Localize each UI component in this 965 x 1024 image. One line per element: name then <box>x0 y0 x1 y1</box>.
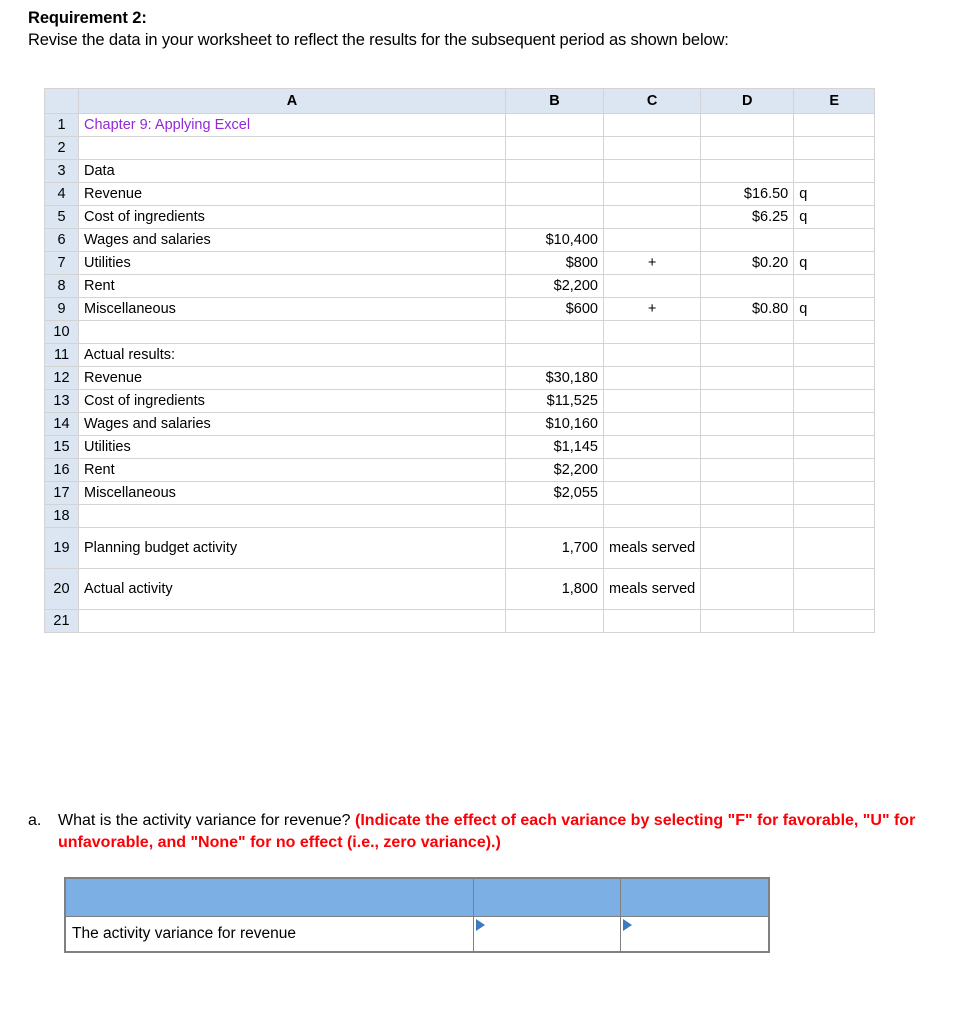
row-header-3[interactable]: 3 <box>45 160 79 183</box>
cell-e-15[interactable] <box>794 436 875 459</box>
worksheet-row <box>45 229 875 252</box>
cell-b-13[interactable]: $11,525 <box>506 390 604 413</box>
cell-e-4[interactable]: q <box>794 183 875 206</box>
cell-e-10[interactable] <box>794 321 875 344</box>
worksheet-row <box>45 344 875 367</box>
cell-b-19[interactable]: 1,700 <box>506 528 604 569</box>
row-header-4[interactable]: 4 <box>45 183 79 206</box>
cell-e-7[interactable]: q <box>794 252 875 275</box>
cell-b-3[interactable] <box>506 160 604 183</box>
column-header-e[interactable]: E <box>794 89 875 114</box>
cell-a-4[interactable]: Revenue <box>79 183 506 206</box>
cell-b-2[interactable] <box>506 137 604 160</box>
question-note: (Indicate the effect of each variance by selecting "F" for favorable, "U" for unfavorable, and "None" for no effect (i.e., zero variance).) <box>58 812 916 851</box>
cell-a-11[interactable]: Actual results: <box>79 344 506 367</box>
row-header-18[interactable]: 18 <box>45 505 79 528</box>
cell-d-17[interactable] <box>701 482 794 505</box>
cell-e-18[interactable] <box>794 505 875 528</box>
cell-e-9[interactable]: q <box>794 298 875 321</box>
answer-header-amount <box>473 878 620 916</box>
cell-c-14[interactable] <box>604 413 701 436</box>
worksheet-row <box>45 528 875 569</box>
cell-d-15[interactable] <box>701 436 794 459</box>
column-header-a[interactable]: A <box>79 89 506 114</box>
column-header-d[interactable]: D <box>701 89 794 114</box>
worksheet-row <box>45 459 875 482</box>
row-header-7[interactable]: 7 <box>45 252 79 275</box>
cell-c-16[interactable] <box>604 459 701 482</box>
cell-a-8[interactable]: Rent <box>79 275 506 298</box>
worksheet-row <box>45 206 875 229</box>
cell-b-5[interactable] <box>506 206 604 229</box>
cell-c-12[interactable] <box>604 367 701 390</box>
cell-c-18[interactable] <box>604 505 701 528</box>
cell-b-21[interactable] <box>506 610 604 633</box>
answer-effect-cell[interactable] <box>620 916 769 952</box>
cell-c-21[interactable] <box>604 610 701 633</box>
cell-a-20[interactable]: Actual activity <box>79 569 506 610</box>
cell-d-5[interactable]: $6.25 <box>701 206 794 229</box>
cell-e-17[interactable] <box>794 482 875 505</box>
row-header-5[interactable]: 5 <box>45 206 79 229</box>
answer-table <box>64 877 770 953</box>
cell-e-5[interactable]: q <box>794 206 875 229</box>
worksheet-row <box>45 482 875 505</box>
worksheet-row <box>45 183 875 206</box>
row-header-13[interactable]: 13 <box>45 390 79 413</box>
cell-e-19[interactable] <box>794 528 875 569</box>
cell-d-10[interactable] <box>701 321 794 344</box>
cell-c-20[interactable]: meals served <box>604 569 701 610</box>
cell-e-12[interactable] <box>794 367 875 390</box>
cell-c-19[interactable]: meals served <box>604 528 701 569</box>
worksheet-row <box>45 252 875 275</box>
cell-e-8[interactable] <box>794 275 875 298</box>
cell-b-20[interactable]: 1,800 <box>506 569 604 610</box>
question-text-wrap <box>58 810 938 854</box>
dropdown-arrow-icon <box>623 919 632 931</box>
dropdown-arrow-icon <box>476 919 485 931</box>
answer-amount-cell[interactable] <box>473 916 620 952</box>
row-header-6[interactable]: 6 <box>45 229 79 252</box>
row-header-12[interactable]: 12 <box>45 367 79 390</box>
cell-a-21[interactable] <box>79 610 506 633</box>
cell-a-15[interactable]: Utilities <box>79 436 506 459</box>
cell-d-7[interactable]: $0.20 <box>701 252 794 275</box>
cell-a-10[interactable] <box>79 321 506 344</box>
cell-a-12[interactable]: Revenue <box>79 367 506 390</box>
cell-d-18[interactable] <box>701 505 794 528</box>
cell-d-11[interactable] <box>701 344 794 367</box>
requirement-block <box>28 8 938 51</box>
row-header-1[interactable]: 1 <box>45 114 79 137</box>
row-header-11[interactable]: 11 <box>45 344 79 367</box>
question-marker: a. <box>28 812 42 829</box>
cell-e-6[interactable] <box>794 229 875 252</box>
cell-d-12[interactable] <box>701 367 794 390</box>
cell-e-1[interactable] <box>794 114 875 137</box>
cell-a-5[interactable]: Cost of ingredients <box>79 206 506 229</box>
row-header-19[interactable]: 19 <box>45 528 79 569</box>
cell-c-13[interactable] <box>604 390 701 413</box>
cell-a-7[interactable]: Utilities <box>79 252 506 275</box>
row-header-10[interactable]: 10 <box>45 321 79 344</box>
cell-c-8[interactable] <box>604 275 701 298</box>
answer-header-effect <box>620 878 769 916</box>
cell-b-4[interactable] <box>506 183 604 206</box>
row-header-17[interactable]: 17 <box>45 482 79 505</box>
cell-b-9[interactable]: $600 <box>506 298 604 321</box>
worksheet-row <box>45 298 875 321</box>
cell-a-16[interactable]: Rent <box>79 459 506 482</box>
cell-d-2[interactable] <box>701 137 794 160</box>
cell-c-6[interactable] <box>604 229 701 252</box>
cell-d-6[interactable] <box>701 229 794 252</box>
question-text: What is the activity variance for revenue? <box>58 812 351 829</box>
answer-header-row <box>65 878 769 916</box>
cell-e-13[interactable] <box>794 390 875 413</box>
row-header-8[interactable]: 8 <box>45 275 79 298</box>
cell-e-14[interactable] <box>794 413 875 436</box>
cell-d-8[interactable] <box>701 275 794 298</box>
cell-b-14[interactable]: $10,160 <box>506 413 604 436</box>
cell-c-10[interactable] <box>604 321 701 344</box>
cell-e-16[interactable] <box>794 459 875 482</box>
cell-c-2[interactable] <box>604 137 701 160</box>
cell-b-7[interactable]: $800 <box>506 252 604 275</box>
worksheet-row <box>45 610 875 633</box>
cell-a-3[interactable]: Data <box>79 160 506 183</box>
cell-c-1[interactable] <box>604 114 701 137</box>
corner-header <box>45 89 79 114</box>
worksheet-row <box>45 505 875 528</box>
cell-d-14[interactable] <box>701 413 794 436</box>
worksheet-row <box>45 160 875 183</box>
row-header-20[interactable]: 20 <box>45 569 79 610</box>
cell-a-17[interactable]: Miscellaneous <box>79 482 506 505</box>
question-block <box>28 810 938 854</box>
worksheet-row <box>45 114 875 137</box>
cell-b-6[interactable]: $10,400 <box>506 229 604 252</box>
cell-e-20[interactable] <box>794 569 875 610</box>
cell-b-17[interactable]: $2,055 <box>506 482 604 505</box>
cell-a-6[interactable]: Wages and salaries <box>79 229 506 252</box>
worksheet-row <box>45 321 875 344</box>
cell-e-3[interactable] <box>794 160 875 183</box>
cell-b-18[interactable] <box>506 505 604 528</box>
cell-d-9[interactable]: $0.80 <box>701 298 794 321</box>
answer-header-label <box>65 878 473 916</box>
cell-d-16[interactable] <box>701 459 794 482</box>
cell-c-9[interactable]: + <box>604 298 701 321</box>
cell-c-11[interactable] <box>604 344 701 367</box>
cell-c-3[interactable] <box>604 160 701 183</box>
cell-d-19[interactable] <box>701 528 794 569</box>
cell-d-3[interactable] <box>701 160 794 183</box>
row-header-16[interactable]: 16 <box>45 459 79 482</box>
cell-a-13[interactable]: Cost of ingredients <box>79 390 506 413</box>
worksheet-row <box>45 413 875 436</box>
row-header-14[interactable]: 14 <box>45 413 79 436</box>
worksheet-row <box>45 569 875 610</box>
cell-c-4[interactable] <box>604 183 701 206</box>
requirement-title: Requirement 2: <box>28 9 147 27</box>
cell-b-1[interactable] <box>506 114 604 137</box>
worksheet-row <box>45 367 875 390</box>
cell-e-21[interactable] <box>794 610 875 633</box>
requirement-instruction: Revise the data in your worksheet to reflect the results for the subsequent period as shown below: <box>28 31 729 49</box>
cell-c-17[interactable] <box>604 482 701 505</box>
cell-b-16[interactable]: $2,200 <box>506 459 604 482</box>
cell-b-12[interactable]: $30,180 <box>506 367 604 390</box>
worksheet-table <box>44 88 875 633</box>
cell-a-19[interactable]: Planning budget activity <box>79 528 506 569</box>
cell-b-10[interactable] <box>506 321 604 344</box>
row-header-9[interactable]: 9 <box>45 298 79 321</box>
cell-a-1[interactable]: Chapter 9: Applying Excel <box>79 114 506 137</box>
row-header-21[interactable]: 21 <box>45 610 79 633</box>
worksheet-row <box>45 275 875 298</box>
row-header-2[interactable]: 2 <box>45 137 79 160</box>
cell-c-15[interactable] <box>604 436 701 459</box>
column-header-c[interactable]: C <box>604 89 701 114</box>
cell-e-2[interactable] <box>794 137 875 160</box>
cell-d-13[interactable] <box>701 390 794 413</box>
answer-row-label: The activity variance for revenue <box>65 916 473 952</box>
cell-c-5[interactable] <box>604 206 701 229</box>
row-header-15[interactable]: 15 <box>45 436 79 459</box>
cell-d-20[interactable] <box>701 569 794 610</box>
worksheet-row <box>45 137 875 160</box>
answer-row <box>65 916 769 952</box>
worksheet-row <box>45 436 875 459</box>
cell-b-15[interactable]: $1,145 <box>506 436 604 459</box>
cell-b-8[interactable]: $2,200 <box>506 275 604 298</box>
cell-a-14[interactable]: Wages and salaries <box>79 413 506 436</box>
cell-c-7[interactable]: + <box>604 252 701 275</box>
cell-d-1[interactable] <box>701 114 794 137</box>
cell-a-18[interactable] <box>79 505 506 528</box>
cell-a-9[interactable]: Miscellaneous <box>79 298 506 321</box>
cell-d-4[interactable]: $16.50 <box>701 183 794 206</box>
cell-a-2[interactable] <box>79 137 506 160</box>
worksheet-row <box>45 390 875 413</box>
column-header-row <box>45 89 875 114</box>
cell-b-11[interactable] <box>506 344 604 367</box>
cell-e-11[interactable] <box>794 344 875 367</box>
cell-d-21[interactable] <box>701 610 794 633</box>
column-header-b[interactable]: B <box>506 89 604 114</box>
